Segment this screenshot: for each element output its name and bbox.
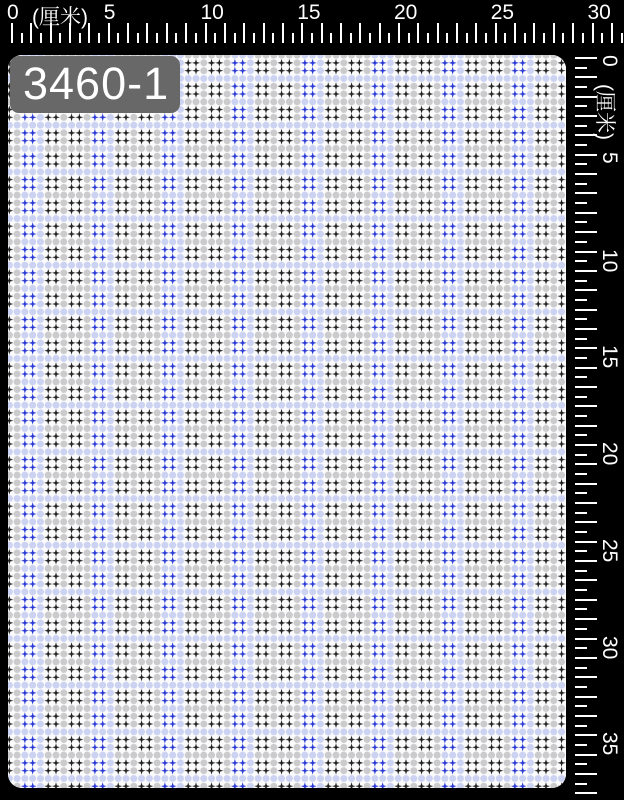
ruler-tick bbox=[575, 86, 587, 88]
ruler-tick bbox=[575, 67, 587, 69]
ruler-tick bbox=[475, 23, 477, 43]
ruler-tick bbox=[575, 667, 587, 669]
ruler-tick bbox=[575, 241, 587, 243]
ruler-tick bbox=[575, 154, 597, 156]
ruler-tick bbox=[575, 763, 587, 765]
ruler-tick bbox=[575, 405, 597, 407]
ruler-tick bbox=[575, 309, 597, 311]
ruler-tick bbox=[575, 318, 587, 320]
ruler-tick bbox=[388, 33, 390, 43]
ruler-tick bbox=[417, 23, 419, 43]
ruler-tick bbox=[330, 33, 332, 43]
ruler-tick bbox=[575, 163, 587, 165]
sample-number-label: 3460-1 bbox=[10, 56, 180, 113]
ruler-tick bbox=[575, 434, 587, 436]
ruler-number: 15 bbox=[598, 345, 621, 369]
ruler-tick bbox=[117, 33, 119, 43]
ruler-tick bbox=[575, 676, 597, 678]
ruler-tick bbox=[243, 23, 245, 43]
ruler-tick bbox=[59, 33, 61, 43]
ruler-tick bbox=[575, 502, 597, 504]
ruler-tick bbox=[575, 560, 597, 562]
ruler-tick bbox=[575, 357, 587, 359]
ruler-tick bbox=[146, 23, 148, 43]
ruler-tick bbox=[575, 386, 597, 388]
ruler-tick bbox=[127, 23, 129, 43]
ruler-tick bbox=[234, 33, 236, 43]
ruler-number: 0 bbox=[7, 1, 19, 24]
ruler-tick bbox=[88, 23, 90, 43]
ruler-tick bbox=[575, 463, 597, 465]
ruler-number: 5 bbox=[103, 1, 116, 24]
ruler-tick bbox=[575, 183, 587, 185]
ruler-number: 20 bbox=[394, 1, 418, 24]
ruler-tick bbox=[575, 125, 587, 127]
ruler-tick bbox=[437, 23, 439, 43]
ruler-tick bbox=[575, 328, 597, 330]
ruler-tick bbox=[11, 23, 13, 43]
ruler-tick bbox=[575, 628, 587, 630]
ruler-number: 25 bbox=[598, 538, 621, 563]
ruler-tick bbox=[156, 33, 158, 43]
ruler-tick bbox=[575, 608, 587, 610]
ruler-tick bbox=[543, 33, 545, 43]
ruler-tick bbox=[224, 23, 226, 43]
ruler-tick bbox=[446, 33, 448, 43]
ruler-tick bbox=[575, 454, 587, 456]
ruler-tick bbox=[575, 589, 587, 591]
ruler-tick bbox=[575, 579, 597, 581]
ruler-tick bbox=[575, 734, 597, 736]
ruler-tick bbox=[137, 33, 139, 43]
ruler-tick bbox=[575, 192, 597, 194]
ruler-number: 25 bbox=[490, 1, 515, 24]
fabric-swatch bbox=[8, 55, 566, 788]
ruler-number: 10 bbox=[598, 248, 621, 272]
ruler-tick bbox=[575, 512, 587, 514]
ruler-tick bbox=[575, 570, 587, 572]
ruler-tick bbox=[562, 33, 564, 43]
ruler-tick bbox=[108, 23, 110, 43]
ruler-tick bbox=[166, 23, 168, 43]
ruler-tick bbox=[575, 270, 597, 272]
ruler-tick bbox=[575, 483, 597, 485]
ruler-tick bbox=[98, 33, 100, 43]
ruler-tick bbox=[575, 715, 597, 717]
fabric-pattern bbox=[8, 55, 566, 788]
ruler-tick bbox=[575, 473, 587, 475]
ruler-tick bbox=[575, 444, 597, 446]
ruler-tick bbox=[575, 105, 587, 107]
ruler-tick bbox=[575, 696, 597, 698]
ruler-number: 5 bbox=[598, 151, 621, 164]
ruler-tick bbox=[485, 33, 487, 43]
ruler-unit-label: (厘米) bbox=[593, 84, 616, 140]
ruler-tick bbox=[575, 396, 587, 398]
ruler-tick bbox=[214, 33, 216, 43]
ruler-tick bbox=[311, 33, 313, 43]
ruler-tick bbox=[524, 33, 526, 43]
ruler-tick bbox=[359, 23, 361, 43]
ruler-tick bbox=[408, 33, 410, 43]
ruler-right-cm bbox=[570, 0, 624, 800]
ruler-tick bbox=[575, 744, 587, 746]
ruler-tick bbox=[575, 531, 587, 533]
ruler-tick bbox=[575, 657, 597, 659]
ruler-tick bbox=[40, 33, 42, 43]
ruler-tick bbox=[575, 725, 587, 727]
ruler-tick bbox=[495, 23, 497, 43]
ruler-tick bbox=[575, 550, 587, 552]
ruler-tick bbox=[21, 33, 23, 43]
ruler-tick bbox=[575, 492, 587, 494]
ruler-tick bbox=[575, 415, 587, 417]
ruler-number: 10 bbox=[200, 1, 224, 24]
ruler-tick bbox=[575, 299, 587, 301]
ruler-tick bbox=[575, 638, 597, 640]
ruler-tick bbox=[379, 23, 381, 43]
ruler-number: 15 bbox=[297, 1, 321, 24]
ruler-tick bbox=[575, 57, 597, 59]
ruler-tick bbox=[575, 289, 597, 291]
ruler-tick bbox=[575, 338, 587, 340]
ruler-tick bbox=[514, 23, 516, 43]
ruler-number: 20 bbox=[598, 442, 621, 466]
ruler-tick bbox=[282, 23, 284, 43]
ruler-tick bbox=[205, 23, 207, 43]
ruler-tick bbox=[575, 367, 597, 369]
ruler-number: 0 bbox=[598, 55, 621, 67]
ruler-tick bbox=[195, 33, 197, 43]
ruler-tick bbox=[533, 23, 535, 43]
ruler-tick bbox=[575, 280, 587, 282]
ruler-tick bbox=[575, 221, 587, 223]
ruler-tick bbox=[575, 347, 597, 349]
ruler-tick bbox=[575, 618, 597, 620]
ruler-tick bbox=[575, 231, 597, 233]
ruler-tick bbox=[575, 541, 597, 543]
ruler-tick bbox=[553, 23, 555, 43]
ruler-tick bbox=[575, 144, 587, 146]
ruler-tick bbox=[575, 773, 597, 775]
ruler-tick bbox=[350, 33, 352, 43]
ruler-tick bbox=[575, 376, 587, 378]
ruler-tick bbox=[456, 23, 458, 43]
ruler-tick bbox=[340, 23, 342, 43]
ruler-unit-label: (厘米) bbox=[32, 6, 88, 29]
ruler-tick bbox=[253, 33, 255, 43]
ruler-tick bbox=[427, 33, 429, 43]
ruler-tick bbox=[575, 212, 597, 214]
ruler-tick bbox=[575, 599, 597, 601]
ruler-tick bbox=[263, 23, 265, 43]
ruler-tick bbox=[185, 23, 187, 43]
ruler-tick bbox=[575, 754, 597, 756]
ruler-number: 30 bbox=[598, 635, 621, 659]
ruler-tick bbox=[575, 76, 597, 78]
ruler-tick bbox=[575, 251, 597, 253]
ruler-top-cm bbox=[0, 0, 624, 54]
ruler-tick bbox=[272, 33, 274, 43]
ruler-tick bbox=[398, 23, 400, 43]
ruler-tick bbox=[369, 33, 371, 43]
ruler-number: 30 bbox=[587, 1, 611, 24]
ruler-tick bbox=[175, 33, 177, 43]
ruler-tick bbox=[79, 33, 81, 43]
ruler-tick bbox=[575, 521, 597, 523]
ruler-tick bbox=[575, 705, 587, 707]
ruler-tick bbox=[575, 202, 587, 204]
ruler-number: 35 bbox=[598, 732, 621, 756]
ruler-tick bbox=[321, 23, 323, 43]
ruler-tick bbox=[575, 686, 587, 688]
ruler-tick bbox=[575, 647, 587, 649]
ruler-tick bbox=[504, 33, 506, 43]
ruler-tick bbox=[466, 33, 468, 43]
ruler-tick bbox=[575, 260, 587, 262]
ruler-tick bbox=[575, 783, 587, 785]
ruler-tick bbox=[575, 792, 597, 794]
fabric-plaid-fill bbox=[8, 55, 566, 788]
ruler-tick bbox=[301, 23, 303, 43]
ruler-tick bbox=[292, 33, 294, 43]
ruler-tick bbox=[575, 425, 597, 427]
ruler-tick bbox=[575, 173, 597, 175]
